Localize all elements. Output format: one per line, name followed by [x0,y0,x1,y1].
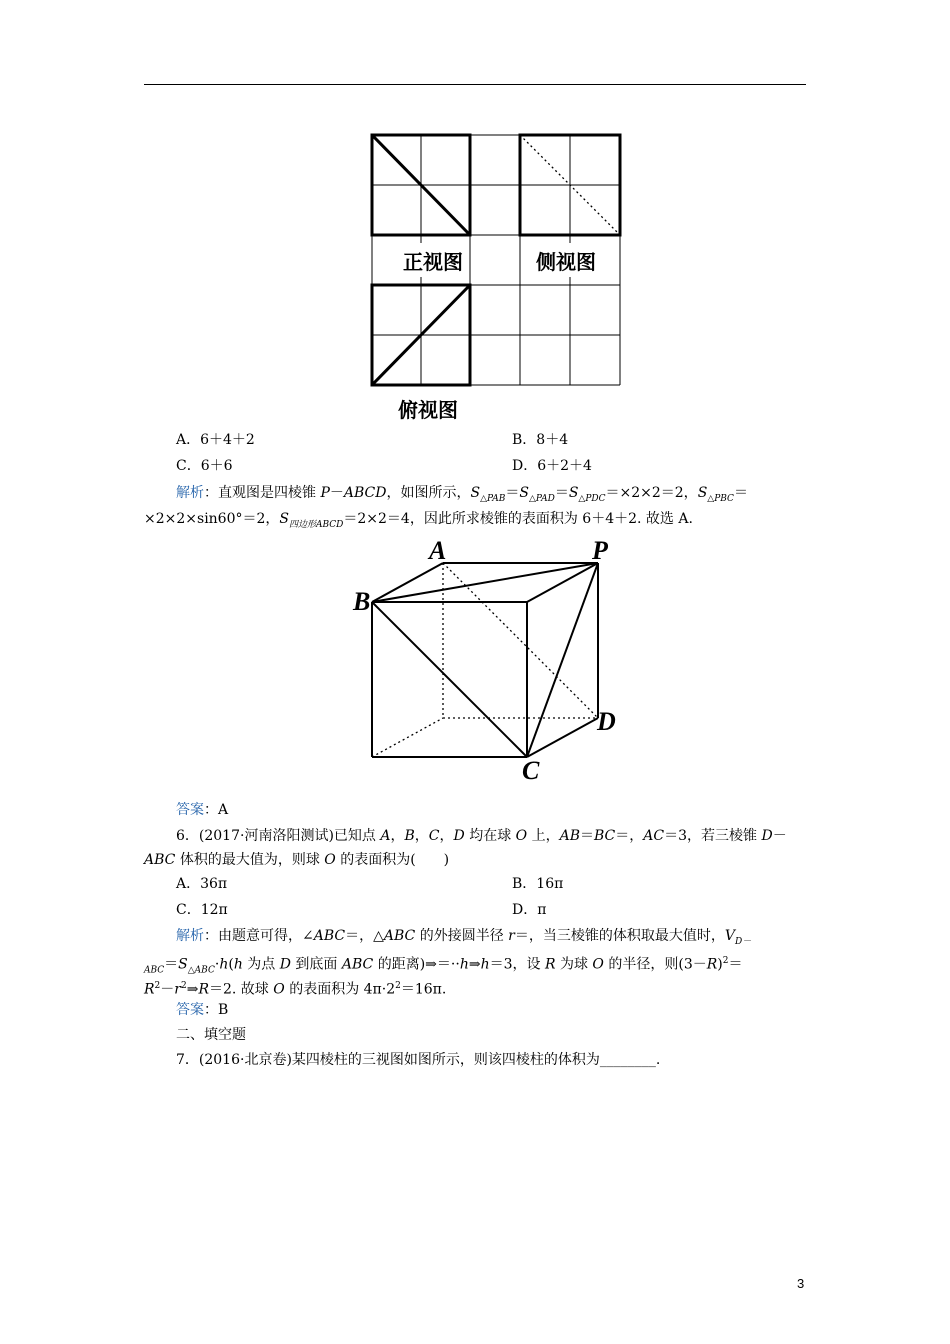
front-view-label: 正视图 [403,250,463,274]
vertex-label-b: B [353,587,371,616]
q6-stem-line1: 6．(2017·河南洛阳测试)已知点 A，B，C，D 均在球 O 上，AB＝BC＝，AC＝3，若三棱锥 D－ [176,828,787,844]
q5-option-a: A．6＋4＋2 [176,432,255,448]
q6-option-c: C．12π [176,902,228,918]
vertex-label-a: A [429,536,447,565]
q5-solution-line1: 解析：直观图是四棱锥 P－ABCD，如图所示，$S_{\triangle PAB}=S_{\triangle PAD}=S_{\triangle PDC}=\times 2\times 2=2$，$S_{\triangle PBC}=$ [176,485,748,504]
q6-option-a: A．36π [176,876,228,892]
q6-solution-line2: $_{ABC}=S_{\triangle ABC}\cdot h(h$ 为点 D 到底面 ABC 的距离)⇒＝··h⇒h＝3，设 R 为球 O 的半径，则$(3-R)^2=$ [144,956,743,976]
hidden-edges [372,563,598,757]
pyramid-figure [345,535,630,785]
q5-answer: 答案：A [176,802,229,818]
q5-answer-label: 答案 [176,802,204,818]
q7-stem: 7．(2016·北京卷)某四棱柱的三视图如图所示，则该四棱柱的体积为________. [176,1052,661,1068]
q6-stem-line2: ABC 体积的最大值为，则球 O 的表面积为( ) [144,852,450,868]
q5-solution-line2: ×2×2×sin60°＝2，$S_{四边形ABCD}=2\times 2=4$，因此所求棱锥的表面积为 6＋4＋2. 故选 A. [144,511,693,530]
q5-analysis-label: 解析 [176,485,204,501]
side-view-label: 侧视图 [536,250,596,274]
section-heading-fill-in: 二、填空题 [176,1027,246,1043]
q6-solution-line3: $R^2-r^2\Rightarrow R=2$. 故球 O 的表面积为 $4\pi\cdot 2^2=16\pi$. [144,981,447,998]
q5-option-b: B．8＋4 [512,432,569,448]
q6-answer: 答案：B [176,1002,229,1018]
q6-option-b: B．16π [512,876,564,892]
q6-analysis-label: 解析 [176,928,204,944]
q6-solution-line1: 解析：由题意可得，∠ABC＝，△ABC 的外接圆半径 r＝，当三棱锥的体积取最大值时，$V_{D-}$ [176,928,752,947]
header-rule [144,84,806,85]
three-view-figure [360,125,630,425]
q5-option-c: C．6＋6 [176,458,233,474]
top-view-label: 俯视图 [398,398,458,422]
vertex-label-d: D [597,707,616,736]
q6-answer-label: 答案 [176,1002,204,1018]
vertex-label-p: P [592,536,608,565]
q6-option-d: D．π [512,902,547,918]
page-number: 3 [797,1276,805,1291]
vertex-label-c: C [522,756,540,785]
q5-option-d: D．6＋2＋4 [512,458,592,474]
